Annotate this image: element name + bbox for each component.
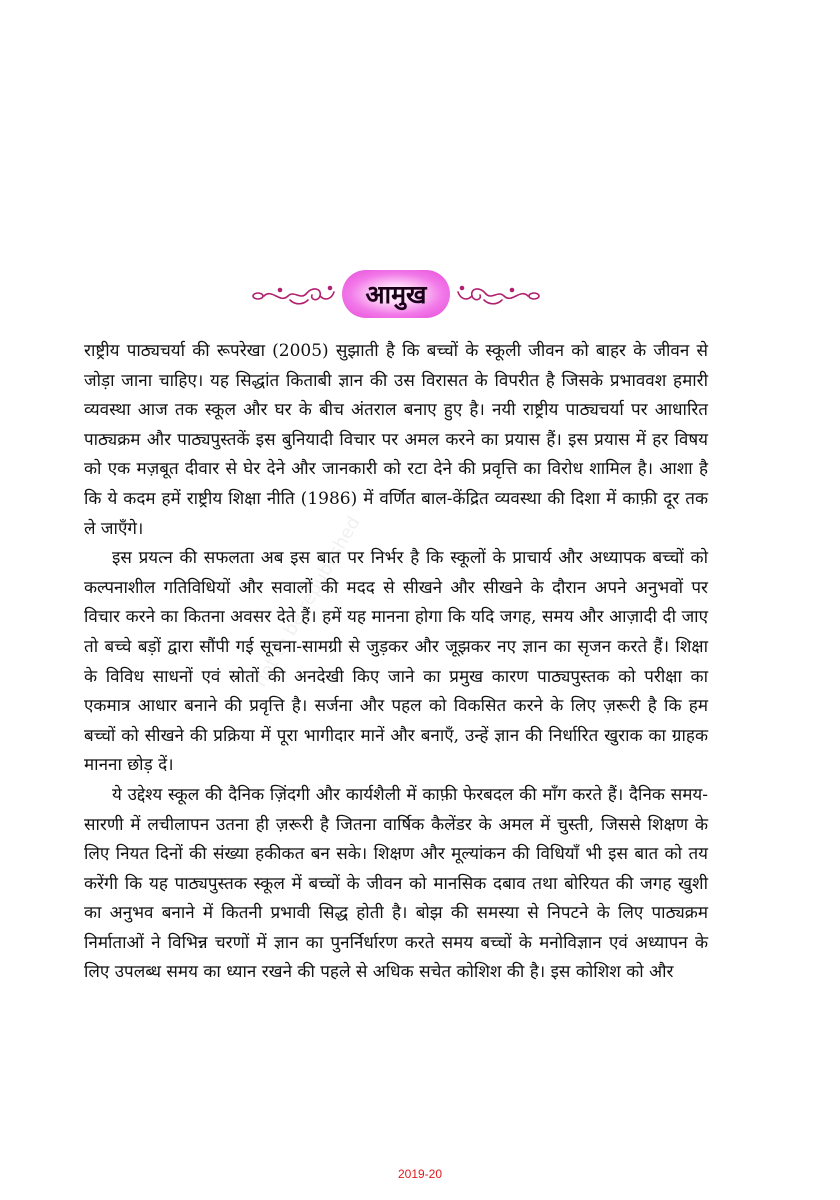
watermark: not to be republished [250,512,365,691]
paragraph-1: राष्ट्रीय पाठ्यचर्या की रूपरेखा (2005) सुझाती है कि बच्चों के स्कूली जीवन को बाहर के जीवन से जोड़ा जाना चाहिए। यह सिद्धांत किताबी ज्ञान की उस विरासत के विपरीत है जिसके प्रभाववश हमारी व्यवस्था आज तक स्कूल और घर के बीच अंतराल बनाए हुए है। नयी राष्ट्रीय पाठ्यचर्या पर आधारित पाठ्यक्रम और पाठ्यपुस्तकें इस बुनियादी विचार पर अमल करने का प्रयास हैं। इस प्रयास में हर विषय को एक मज़बूत दीवार से घेर देने और जानकारी को रटा देने की प्रवृत्ति का विरोध शामिल है। आशा है कि ये कदम हमें राष्ट्रीय शिक्षा नीति (1986) में वर्णित बाल-केंद्रित व्यवस्था की दिशा में काफ़ी दूर तक ले जाएँगे। [84,341,708,539]
body-text [84,337,708,988]
page-footer-year: 2019-20 [397,1167,443,1181]
chapter-heading [250,270,542,322]
paragraph-2: इस प्रयत्न की सफलता अब इस बात पर निर्भर है कि स्कूलों के प्राचार्य और अध्यापक बच्चों को कल्पनाशील गतिविधियों और सवालों की मदद से सीखने और सीखने के दौरान अपने अनुभवों पर विचार करने का कितना अवसर देते हैं। हमें यह मानना होगा कि यदि जगह, समय और आज़ादी दी जाए तो बच्चे बड़ों द्वारा सौंपी गई सूचना-सामग्री से जुड़कर और जूझकर नए ज्ञान का सृजन करते हैं। शिक्षा के विविध साधनों एवं स्रोतों की अनदेखी किए जाने का प्रमुख कारण पाठ्यपुस्तक को परीक्षा का एकमात्र आधार बनाने की प्रवृत्ति है। सर्जना और पहल को विकसित करने के लिए ज़रूरी है कि हम बच्चों को सीखने की प्रक्रिया में पूरा भागीदार मानें और बनाएँ, उन्हें ज्ञान की निर्धारित खुराक का ग्राहक मानना छोड़ दें। [84,548,708,776]
page-title: आमुख [365,280,427,309]
right-flourish-ornament-icon [454,280,542,310]
paragraph-3: ये उद्देश्य स्कूल की दैनिक ज़िंदगी और कार्यशैली में काफ़ी फेरबदल की माँग करते हैं। दैनिक समय-सारणी में लचीलापन उतना ही ज़रूरी है जितना वार्षिक कैलेंडर के अमल में चुस्ती, जिससे शिक्षण के लिए नियत दिनों की संख्या हकीकत बन सके। शिक्षण और मूल्यांकन की विधियाँ भी इस बात को तय करेंगी कि यह पाठ्यपुस्तक स्कूल में बच्चों के जीवन को मानसिक दबाव तथा बोरियत की जगह खुशी का अनुभव बनाने में कितनी प्रभावी सिद्ध होती है। बोझ की समस्या से निपटने के लिए पाठ्यक्रम निर्माताओं ने विभिन्न चरणों में ज्ञान का पुनर्निर्धारण करते समय बच्चों के मनोविज्ञान एवं अध्यापन के लिए उपलब्ध समय का ध्यान रखने की पहले से अधिक सचेत कोशिश की है। इस कोशिश को और [84,784,708,983]
title-pill [342,270,450,318]
left-flourish-ornament-icon [250,280,338,310]
